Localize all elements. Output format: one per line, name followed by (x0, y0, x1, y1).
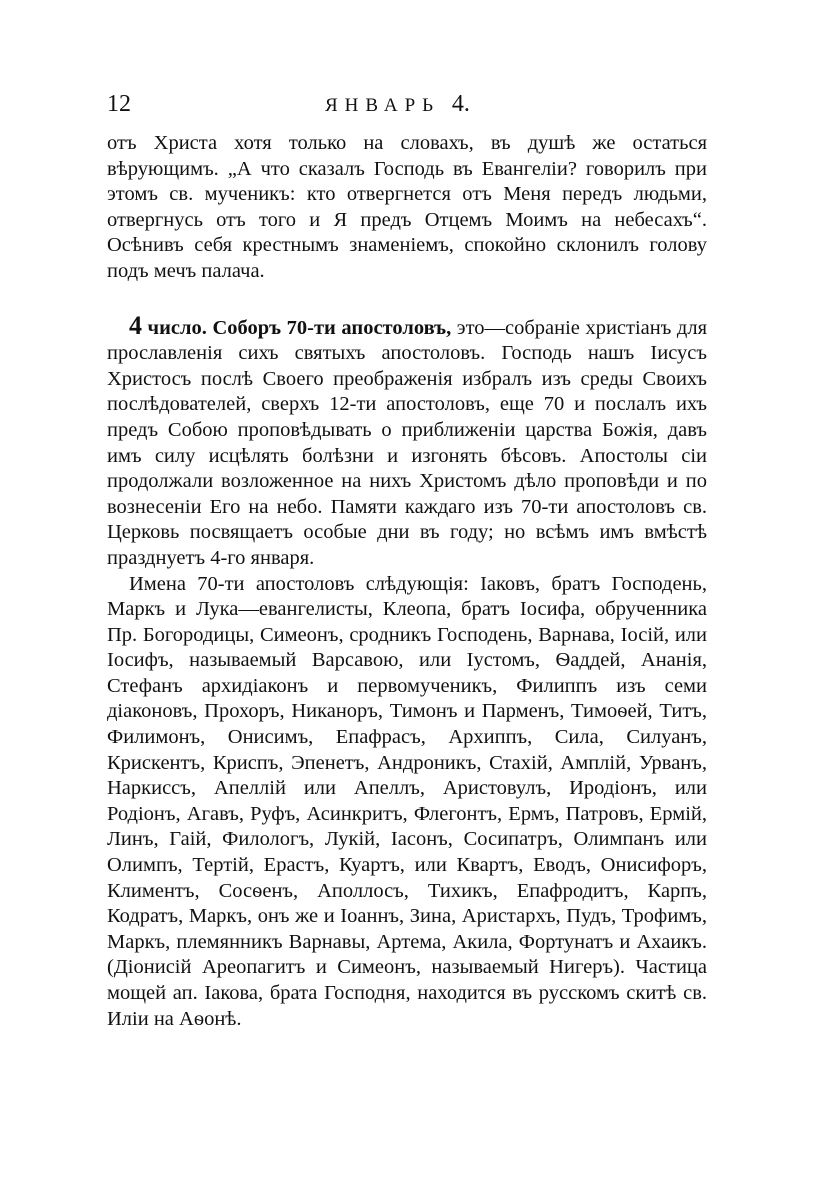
book-page (107, 86, 707, 1032)
feast-description: это—собраніе христіанъ для прославленія сихъ святыхъ апостоловъ. Господь нашъ Іисусъ Христосъ послѣ Своего преображенія избралъ изъ среды Своихъ послѣдователей, сверхъ 12-ти апостоловъ, еще 70 и послалъ ихъ предъ Собою проповѣдывать о приближеніи царства Божія, давъ имъ силу исцѣлять болѣзни и изгонять бѣсовъ. Апостолы сіи продолжали возложенное на нихъ Христомъ дѣло проповѣди и по вознесеніи Его на небо. Памяти каждаго изъ 70-ти апостоловъ св. Церковь посвящаетъ особые дни въ году; но всѣмъ имъ вмѣстѣ празднуетъ 4-го января. (107, 316, 707, 569)
page-header (107, 86, 707, 122)
day-number: 4 (129, 310, 142, 340)
paragraph-apostle-names: Имена 70-ти апостоловъ слѣдующія: Іаковъ, братъ Господень, Маркъ и Лука—евангелисты, Клеопа, братъ Іосифа, обрученника Пр. Богородицы, Симеонъ, сродникъ Господень, Варнава, Іосій, или Іосифъ, называемый Варсавою, или Іустомъ, Ѳаддей, Ананія, Стефанъ архидіаконъ и первомученикъ, Филиппъ изъ семи діаконовъ, Прохоръ, Никаноръ, Тимонъ и Парменъ, Тимоѳей, Титъ, Филимонъ, Онисимъ, Епафрасъ, Архиппъ, Сила, Силуанъ, Крискентъ, Криспъ, Эпенетъ, Андроникъ, Стахій, Амплій, Урванъ, Наркиссъ, Апеллій или Апеллъ, Аристовулъ, Иродіонъ, или Родіонъ, Агавъ, Руфъ, Асинкритъ, Флегонтъ, Ермъ, Патровъ, Ермій, Линъ, Гаій, Филологъ, Лукій, Іасонъ, Сосипатръ, Олимпанъ или Олимпъ, Тертій, Ерастъ, Куартъ, или Квартъ, Еводъ, Онисифоръ, Климентъ, Сосѳенъ, Аполлосъ, Тихикъ, Епафродитъ, Карпъ, Кодратъ, Маркъ, онъ же и Іоаннъ, Зина, Аристархъ, Пудъ, Трофимъ, Маркъ, племянникъ Варнавы, Артема, Акила, Фортунатъ и Ахаикъ. (Діонисій Ареопагитъ и Симеонъ, называемый Нигеръ). Частица мощей ап. Іакова, брата Господня, находится въ русскомъ скитѣ св. Иліи на Аѳонѣ. (107, 572, 707, 1030)
running-head (325, 86, 470, 124)
paragraph-synaxis-70-apostles (107, 310, 707, 572)
running-head-day: 4. (451, 91, 470, 117)
feast-title: число. Соборъ 70-ти апостоловъ, (142, 316, 452, 339)
page-number: 12 (107, 91, 131, 117)
paragraph-martyrdom-end: отъ Христа хотя только на словахъ, въ душѣ же остаться вѣрующимъ. „А что сказалъ Господь въ Евангеліи? говорилъ при этомъ св. мученикъ: кто отвергнется отъ Меня передъ людьми, отвергнусь отъ того и Я предъ Отцемъ Моимъ на небесахъ“. Осѣнивъ себя крестнымъ знаменіемъ, спокойно склонилъ голову подъ мечъ палача. (107, 132, 707, 282)
running-head-month: ЯНВАРЬ (325, 95, 441, 116)
